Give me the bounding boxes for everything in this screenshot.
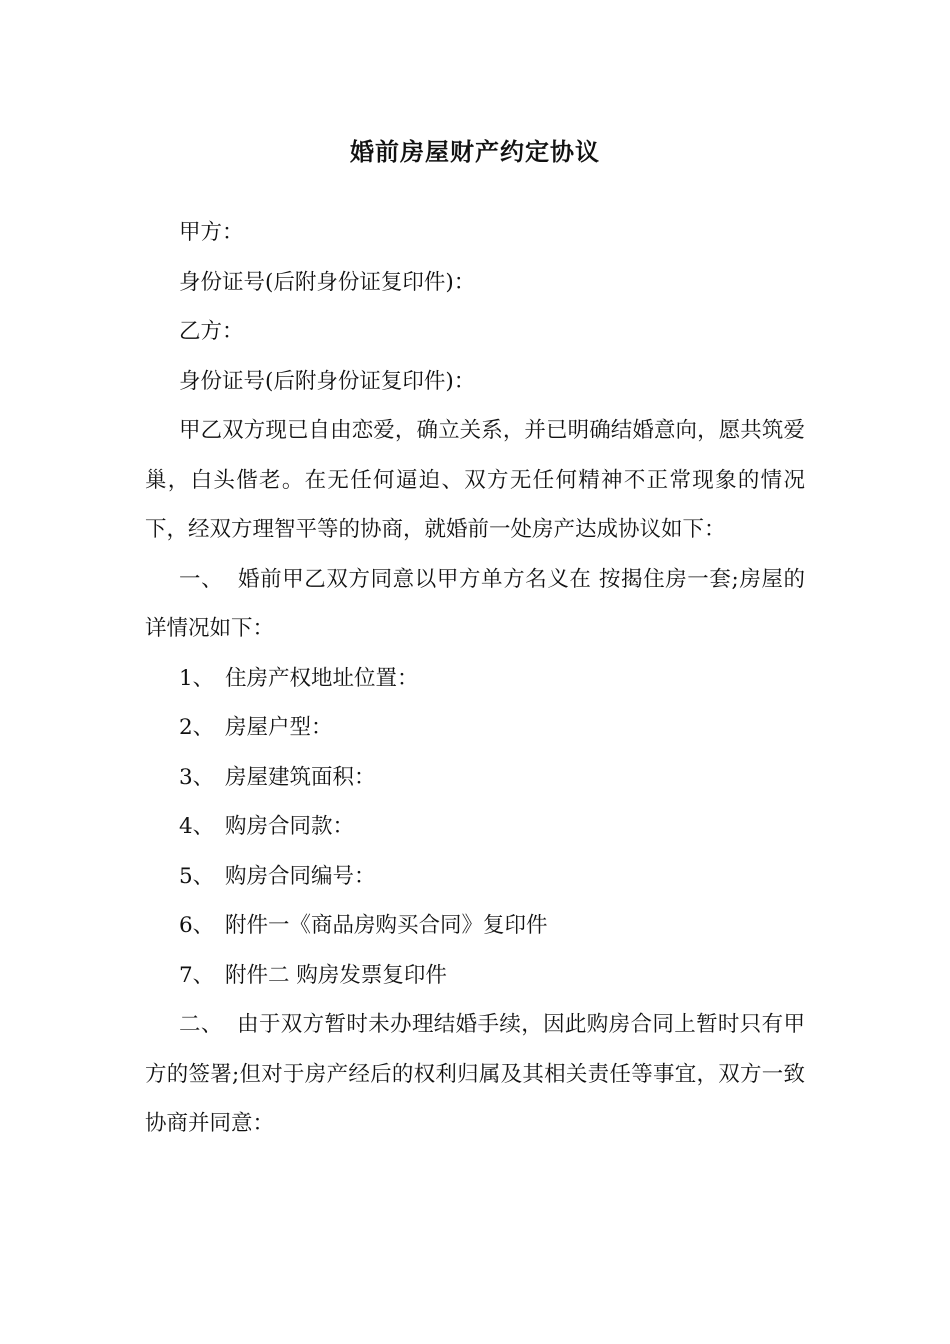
list-item-number: 5、 bbox=[179, 863, 215, 889]
list-item bbox=[145, 753, 805, 803]
party-a-id-label: 身份证号(后附身份证复印件)： bbox=[179, 269, 476, 295]
list-item-text: 附件一《商品房购买合同》复印件 bbox=[225, 913, 548, 938]
list-item-text: 购房合同款： bbox=[225, 814, 355, 839]
list-item-number: 4、 bbox=[179, 814, 215, 839]
list-item bbox=[145, 852, 805, 902]
list-item-text: 购房合同编号： bbox=[225, 863, 376, 889]
intro-paragraph: 甲乙双方现已自由恋爱，确立关系，并已明确结婚意向，愿共筑爱巢，白头偕老。在无任何逼迫、双方无任何精神不正常现象的情况下，经双方理智平等的协商，就婚前一处房产达成协议如下： bbox=[145, 418, 805, 542]
list-item bbox=[145, 654, 805, 704]
list-item bbox=[145, 951, 805, 1001]
list-item bbox=[145, 703, 805, 753]
party-b-label: 乙方： bbox=[179, 319, 244, 344]
list-item-text: 房屋户型： bbox=[225, 715, 333, 740]
list-item bbox=[145, 802, 805, 852]
list-item-text: 房屋建筑面积： bbox=[225, 764, 376, 790]
list-item-text: 附件二 购房发票复印件 bbox=[225, 962, 447, 988]
document-title: 婚前房屋财产约定协议 bbox=[350, 137, 600, 166]
document-body bbox=[145, 208, 805, 1149]
list-item-number: 3、 bbox=[179, 764, 215, 790]
list-item-number: 1、 bbox=[179, 665, 215, 691]
list-item-text: 住房产权地址位置： bbox=[225, 665, 419, 691]
list-item-number: 2、 bbox=[179, 715, 215, 740]
clause-one: 一、 婚前甲乙双方同意以甲方单方名义在 按揭住房一套;房屋的详情况如下： bbox=[145, 566, 805, 641]
party-a-label: 甲方： bbox=[179, 220, 244, 245]
party-b-id-label: 身份证号(后附身份证复印件)： bbox=[179, 368, 476, 394]
list-item-number: 6、 bbox=[179, 913, 215, 938]
clause-two: 二、 由于双方暂时未办理结婚手续，因此购房合同上暂时只有甲方的签署;但对于房产经后的权利归属及其相关责任等事宜，双方一致协商并同意： bbox=[145, 1012, 805, 1136]
list-item-number: 7、 bbox=[179, 962, 215, 988]
list-item bbox=[145, 901, 805, 951]
